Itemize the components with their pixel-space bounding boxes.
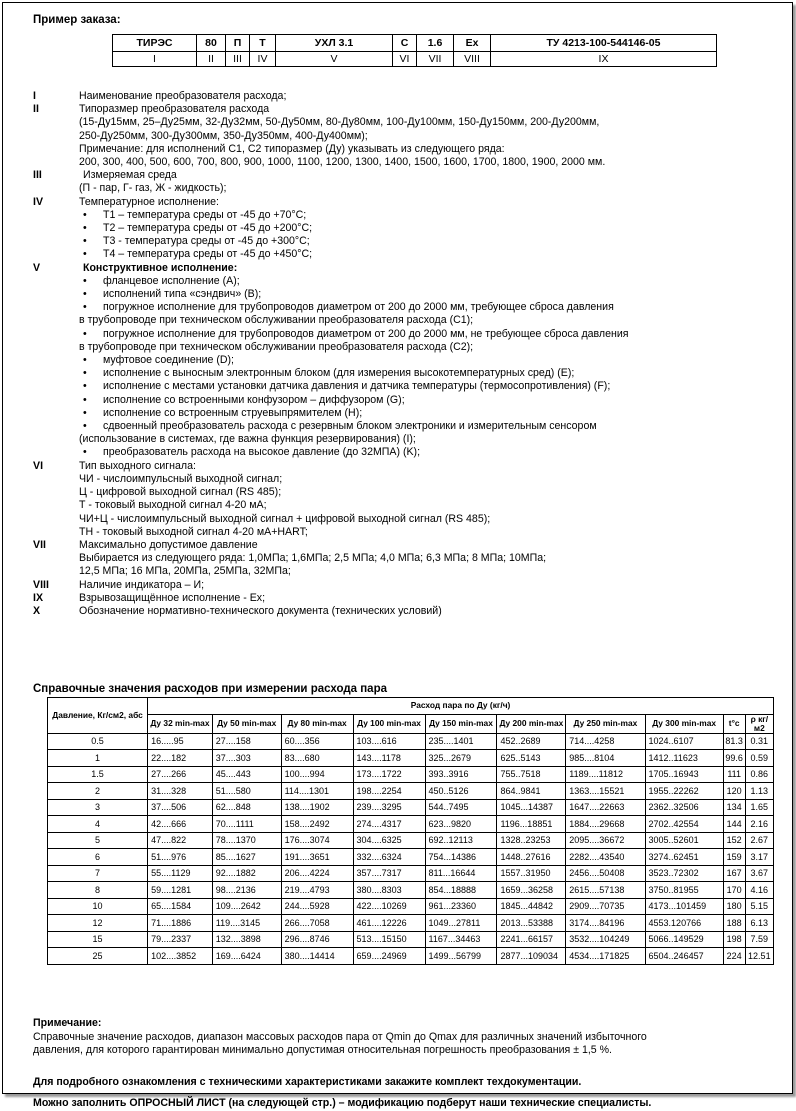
section-ix xyxy=(33,592,778,605)
section-line: Максимально допустимое давление xyxy=(79,538,258,551)
value-cell: 6.13 xyxy=(745,915,773,932)
table-row xyxy=(48,882,774,899)
value-cell: 2282....43540 xyxy=(566,849,645,866)
value-cell: 62....848 xyxy=(212,799,281,816)
value-cell: 2877...109034 xyxy=(497,948,566,965)
value-cell: 138....1902 xyxy=(281,799,353,816)
value-cell: 1659...36258 xyxy=(497,882,566,899)
value-cell: 92....1882 xyxy=(212,865,281,882)
section-line: ЧИ - числоимпульсный выходной сигнал; xyxy=(79,472,283,485)
value-cell: 274....4317 xyxy=(353,816,425,833)
column-header: Ду 250 min-max xyxy=(566,714,645,733)
section-numeral: IV xyxy=(33,195,44,208)
section-line: Типоразмер преобразователя расхода xyxy=(79,103,270,116)
value-cell: 152 xyxy=(723,832,745,849)
order-code-cell: 1.6 xyxy=(417,35,454,52)
value-cell: 85....1627 xyxy=(212,849,281,866)
column-header: Ду 32 min-max xyxy=(148,714,213,733)
value-cell: 1705..16943 xyxy=(645,766,723,783)
design-bullet: • преобразователь расхода на высокое давление (до 32МПА) (K); xyxy=(79,446,778,459)
section-line: Примечание: для исполнений С1, С2 типоразмер (Ду) указывать из следующего ряда: xyxy=(79,142,505,155)
design-bullet: • исполнение с местами установки датчика давления и датчика температуры (термосопротивления) (F); xyxy=(79,380,778,393)
value-cell: 120 xyxy=(723,783,745,800)
table-row xyxy=(48,849,774,866)
value-cell: 325...2679 xyxy=(425,750,497,767)
value-cell: 544..7495 xyxy=(425,799,497,816)
design-bullet: • исполнений типа «сэндвич» (В); xyxy=(79,288,778,301)
value-cell: 393..3916 xyxy=(425,766,497,783)
value-cell: 55....1129 xyxy=(148,865,213,882)
order-numeral-cell: III xyxy=(226,52,250,67)
value-cell: 452..2689 xyxy=(497,733,566,750)
value-cell: 51....580 xyxy=(212,783,281,800)
value-cell: 3.17 xyxy=(745,849,773,866)
table-row xyxy=(48,783,774,800)
value-cell: 144 xyxy=(723,816,745,833)
table-row xyxy=(48,915,774,932)
value-cell: 692..12113 xyxy=(425,832,497,849)
value-cell: 1.65 xyxy=(745,799,773,816)
value-cell: 3005..52601 xyxy=(645,832,723,849)
steam-table-title: Справочные значения расходов при измерении расхода пара xyxy=(33,683,388,695)
section-line: Тип выходного сигнала: xyxy=(79,459,196,472)
note-line: давления, для которого гарантирован минимально допустимая относительная погрешность преобразования ± 1,5 %. xyxy=(33,1044,612,1057)
value-cell: 235....1401 xyxy=(425,733,497,750)
value-cell: 37....506 xyxy=(148,799,213,816)
order-example-title: Пример заказа: xyxy=(33,14,121,26)
section-x xyxy=(33,605,778,618)
pressure-cell: 25 xyxy=(48,948,148,965)
section-viii xyxy=(33,579,778,592)
value-cell: 961...23360 xyxy=(425,898,497,915)
section-numeral: III xyxy=(33,169,42,182)
value-cell: 380....14414 xyxy=(281,948,353,965)
column-header: Ду 150 min-max xyxy=(425,714,497,733)
pressure-cell: 0.5 xyxy=(48,733,148,750)
section-line: Температурное исполнение: xyxy=(79,195,219,208)
value-cell: 244....5928 xyxy=(281,898,353,915)
section-line: (15-Ду15мм, 25–Ду25мм, 32-Ду32мм, 50-Ду50мм, 80-Ду80мм, 100-Ду100мм, 150-Ду150мм, 200-Ду200мм, xyxy=(79,116,600,129)
value-cell: 206....4224 xyxy=(281,865,353,882)
table-row xyxy=(48,948,774,965)
value-cell: 0.31 xyxy=(745,733,773,750)
header-pressure: Давление, Кг/см2, абс xyxy=(48,698,148,734)
value-cell: 22....182 xyxy=(148,750,213,767)
section-line: Ц - цифровой выходной сигнал (RS 485); xyxy=(79,486,282,499)
value-cell: 79....2337 xyxy=(148,931,213,948)
value-cell: 42....666 xyxy=(148,816,213,833)
table-row xyxy=(48,865,774,882)
value-cell: 51....976 xyxy=(148,849,213,866)
section-line: Обозначение нормативно-технического документа (технических условий) xyxy=(79,604,442,617)
footer-line-1: Для подробного ознакомления с техническими характеристиками закажите комплект техдокументации. xyxy=(33,1075,582,1088)
value-cell: 1499...56799 xyxy=(425,948,497,965)
bullet-item: • Т2 – температура среды от -45 до +200°С; xyxy=(79,222,778,235)
value-cell: 2909....70735 xyxy=(566,898,645,915)
value-cell: 158....2492 xyxy=(281,816,353,833)
value-cell: 1412..11623 xyxy=(645,750,723,767)
value-cell: 169....6424 xyxy=(212,948,281,965)
pressure-cell: 8 xyxy=(48,882,148,899)
design-bullet: • погружное исполнение для трубопроводов диаметром от 200 до 2000 мм, не требующее сброса давления xyxy=(79,328,778,341)
value-cell: 754...14386 xyxy=(425,849,497,866)
section-line: Выбирается из следующего ряда: 1,0МПа; 1,6МПа; 2,5 МПа; 4,0 МПа; 6,3 МПа; 8 МПа; 10МПа; xyxy=(79,552,547,565)
value-cell: 47....822 xyxy=(148,832,213,849)
value-cell: 2615....57138 xyxy=(566,882,645,899)
value-cell: 1955..22262 xyxy=(645,783,723,800)
section-line: Наименование преобразователя расхода; xyxy=(79,90,287,102)
value-cell: 1884....29668 xyxy=(566,816,645,833)
value-cell: 854...18888 xyxy=(425,882,497,899)
footer-line-2: Можно заполнить ОПРОСНЫЙ ЛИСТ (на следующей стр.) – модификацию подберут наши технические специалисты. xyxy=(33,1097,652,1110)
value-cell: 16.....95 xyxy=(148,733,213,750)
value-cell: 714....4258 xyxy=(566,733,645,750)
value-cell: 2013...53388 xyxy=(497,915,566,932)
section-line: Измеряемая среда xyxy=(83,169,177,182)
section-line: 200, 300, 400, 500, 600, 700, 800, 900, 1000, 1100, 1200, 1300, 1400, 1500, 1600, 1700, 1800, 1900, 2000 мм. xyxy=(79,156,606,169)
value-cell: 1647....22663 xyxy=(566,799,645,816)
section-line: Конструктивное исполнение: xyxy=(83,261,238,274)
value-cell: 134 xyxy=(723,799,745,816)
pressure-cell: 7 xyxy=(48,865,148,882)
column-header: Ду 300 min-max xyxy=(645,714,723,733)
value-cell: 31....328 xyxy=(148,783,213,800)
value-cell: 119....3145 xyxy=(212,915,281,932)
value-cell: 83....680 xyxy=(281,750,353,767)
value-cell: 625..5143 xyxy=(497,750,566,767)
value-cell: 191....3651 xyxy=(281,849,353,866)
order-numeral-cell: IX xyxy=(491,52,717,67)
note-title: Примечание: xyxy=(33,1017,102,1029)
table-row xyxy=(48,750,774,767)
order-code-cell: ТУ 4213-100-544146-05 xyxy=(491,35,717,52)
table-row xyxy=(48,766,774,783)
value-cell: 81.3 xyxy=(723,733,745,750)
value-cell: 5066..149529 xyxy=(645,931,723,948)
pressure-cell: 6 xyxy=(48,849,148,866)
table-row xyxy=(48,832,774,849)
value-cell: 3.67 xyxy=(745,865,773,882)
value-cell: 59....1281 xyxy=(148,882,213,899)
section-vi xyxy=(33,460,778,539)
value-cell: 3523..72302 xyxy=(645,865,723,882)
table-row xyxy=(48,898,774,915)
section-numeral: V xyxy=(33,261,41,274)
pressure-cell: 12 xyxy=(48,915,148,932)
value-cell: 60....356 xyxy=(281,733,353,750)
value-cell: 70....1111 xyxy=(212,816,281,833)
value-cell: 3532....104249 xyxy=(566,931,645,948)
value-cell: 45....443 xyxy=(212,766,281,783)
pressure-cell: 1 xyxy=(48,750,148,767)
value-cell: 78....1370 xyxy=(212,832,281,849)
value-cell: 4.16 xyxy=(745,882,773,899)
value-cell: 198....2254 xyxy=(353,783,425,800)
value-cell: 1448..27616 xyxy=(497,849,566,866)
value-cell: 296....8746 xyxy=(281,931,353,948)
value-cell: 1557..31950 xyxy=(497,865,566,882)
section-numeral: I xyxy=(33,90,36,102)
value-cell: 65....1584 xyxy=(148,898,213,915)
section-numeral: IX xyxy=(33,591,44,604)
section-vii xyxy=(33,539,778,579)
value-cell: 513....15150 xyxy=(353,931,425,948)
value-cell: 659....24969 xyxy=(353,948,425,965)
section-line: Наличие индикатора – И; xyxy=(79,578,205,591)
section-line: 250-Ду250мм, 300-Ду300мм, 350-Ду350мм, 400-Ду400мм); xyxy=(79,129,368,142)
value-cell: 422....10269 xyxy=(353,898,425,915)
pressure-cell: 4 xyxy=(48,816,148,833)
section-line: ТН - токовый выходной сигнал 4-20 мА+HART; xyxy=(79,525,308,538)
value-cell: 755..7518 xyxy=(497,766,566,783)
order-numeral-cell: VII xyxy=(417,52,454,67)
value-cell: 2362..32506 xyxy=(645,799,723,816)
section-line: Т - токовый выходной сигнал 4-20 мА; xyxy=(79,499,267,512)
order-code-cell: П xyxy=(226,35,250,52)
value-cell: 2.16 xyxy=(745,816,773,833)
design-bullet: • погружное исполнение для трубопроводов диаметром от 200 до 2000 мм, требующее сброса давления xyxy=(79,301,778,314)
order-numeral-cell: VIII xyxy=(454,52,491,67)
steam-flow-table xyxy=(47,697,774,965)
value-cell: 219....4793 xyxy=(281,882,353,899)
section-line: 12,5 МПа; 16 МПа, 20МПа, 25МПа, 32МПа; xyxy=(79,565,291,578)
bullet-item: • Т4 – температура среды от -45 до +450°С; xyxy=(79,248,778,261)
design-bullet: • исполнение с выносным электронным блоком (для измерения высокотемпературных сред) (E); xyxy=(79,367,778,380)
order-code-cell: Ex xyxy=(454,35,491,52)
order-numeral-cell: V xyxy=(276,52,393,67)
value-cell: 198 xyxy=(723,931,745,948)
section-line: ЧИ+Ц - числоимпульсный выходной сигнал + цифровой выходной сигнал (RS 485); xyxy=(79,512,491,525)
column-header: t°c xyxy=(723,714,745,733)
value-cell: 1196...18851 xyxy=(497,816,566,833)
value-cell: 1045...14387 xyxy=(497,799,566,816)
column-header: Ду 80 min-max xyxy=(281,714,353,733)
value-cell: 5.15 xyxy=(745,898,773,915)
order-code-cell: ТИРЭС xyxy=(113,35,197,52)
column-header: Ду 100 min-max xyxy=(353,714,425,733)
value-cell: 159 xyxy=(723,849,745,866)
value-cell: 27....266 xyxy=(148,766,213,783)
section-line: Взрывозащищённое исполнение - Ex; xyxy=(79,591,266,604)
section-numeral: X xyxy=(33,604,41,617)
table-row xyxy=(48,931,774,948)
value-cell: 380....8303 xyxy=(353,882,425,899)
value-cell: 132....3898 xyxy=(212,931,281,948)
note-line: Справочные значение расходов, диапазон массовых расходов пара от Qmin до Qmax для различных значений избыточного xyxy=(33,1030,647,1043)
column-header: Ду 50 min-max xyxy=(212,714,281,733)
design-bullet-cont: (использование в системах, где важна функция резервирования) (I); xyxy=(79,433,416,446)
value-cell: 2.67 xyxy=(745,832,773,849)
pressure-cell: 2 xyxy=(48,783,148,800)
value-cell: 176....3074 xyxy=(281,832,353,849)
table-row xyxy=(48,799,774,816)
table-row xyxy=(48,816,774,833)
value-cell: 109....2642 xyxy=(212,898,281,915)
value-cell: 623...9820 xyxy=(425,816,497,833)
value-cell: 332....6324 xyxy=(353,849,425,866)
value-cell: 1049...27811 xyxy=(425,915,497,932)
value-cell: 864..9841 xyxy=(497,783,566,800)
order-code-cell: УХЛ 3.1 xyxy=(276,35,393,52)
design-bullet: • фланцевое исполнение (А); xyxy=(79,275,778,288)
value-cell: 2095....36672 xyxy=(566,832,645,849)
column-header: ρ кг/м2 xyxy=(745,714,773,733)
value-cell: 1167...34463 xyxy=(425,931,497,948)
value-cell: 239....3295 xyxy=(353,799,425,816)
design-bullet: • сдвоенный преобразователь расхода с резервным блоком электроники и измерительным сенсором xyxy=(79,420,778,433)
value-cell: 450..5126 xyxy=(425,783,497,800)
design-bullet-cont: в трубопроводе при техническом обслуживании преобразователя расхода (С1); xyxy=(79,314,474,327)
value-cell: 167 xyxy=(723,865,745,882)
section-iii xyxy=(33,169,778,195)
value-cell: 6504..246457 xyxy=(645,948,723,965)
column-header: Ду 200 min-max xyxy=(497,714,566,733)
value-cell: 1328..23253 xyxy=(497,832,566,849)
value-cell: 0.86 xyxy=(745,766,773,783)
value-cell: 143....1178 xyxy=(353,750,425,767)
value-cell: 304....6325 xyxy=(353,832,425,849)
table-row xyxy=(48,733,774,750)
header-flow: Расход пара по Ду (кг/ч) xyxy=(148,698,774,715)
value-cell: 7.59 xyxy=(745,931,773,948)
value-cell: 180 xyxy=(723,898,745,915)
section-numeral: VIII xyxy=(33,578,49,591)
value-cell: 71....1886 xyxy=(148,915,213,932)
section-ii xyxy=(33,103,778,169)
value-cell: 1363....15521 xyxy=(566,783,645,800)
order-code-cell: С xyxy=(393,35,417,52)
order-numeral-cell: I xyxy=(113,52,197,67)
pressure-cell: 1.5 xyxy=(48,766,148,783)
value-cell: 357....7317 xyxy=(353,865,425,882)
order-explanations xyxy=(33,90,778,618)
design-bullet-cont: в трубопроводе при техническом обслуживании преобразователя расхода (С2); xyxy=(79,340,474,353)
value-cell: 1024..6107 xyxy=(645,733,723,750)
value-cell: 2456....50408 xyxy=(566,865,645,882)
value-cell: 3750..81955 xyxy=(645,882,723,899)
pressure-cell: 10 xyxy=(48,898,148,915)
value-cell: 99.6 xyxy=(723,750,745,767)
value-cell: 103....616 xyxy=(353,733,425,750)
value-cell: 266....7058 xyxy=(281,915,353,932)
value-cell: 811...16644 xyxy=(425,865,497,882)
value-cell: 37....303 xyxy=(212,750,281,767)
value-cell: 4173...101459 xyxy=(645,898,723,915)
order-code-cell: 80 xyxy=(197,35,226,52)
value-cell: 1.13 xyxy=(745,783,773,800)
design-bullet: • муфтовое соединение (D); xyxy=(79,354,778,367)
section-i xyxy=(33,90,778,103)
value-cell: 461....12226 xyxy=(353,915,425,932)
design-bullet: • исполнение со встроенным струевыпрямителем (H); xyxy=(79,407,778,420)
value-cell: 985....8104 xyxy=(566,750,645,767)
section-numeral: VII xyxy=(33,538,46,551)
order-code-cell: Т xyxy=(250,35,276,52)
value-cell: 3274..62451 xyxy=(645,849,723,866)
value-cell: 3174....84196 xyxy=(566,915,645,932)
value-cell: 4553.120766 xyxy=(645,915,723,932)
order-numeral-cell: VI xyxy=(393,52,417,67)
value-cell: 1845...44842 xyxy=(497,898,566,915)
value-cell: 224 xyxy=(723,948,745,965)
value-cell: 100....994 xyxy=(281,766,353,783)
value-cell: 102....3852 xyxy=(148,948,213,965)
section-numeral: II xyxy=(33,103,39,116)
section-numeral: VI xyxy=(33,459,44,472)
value-cell: 111 xyxy=(723,766,745,783)
section-v xyxy=(33,262,778,275)
order-numeral-cell: IV xyxy=(250,52,276,67)
value-cell: 188 xyxy=(723,915,745,932)
order-numeral-cell: II xyxy=(197,52,226,67)
bullet-item: • Т3 - температура среды от -45 до +300°С; xyxy=(79,235,778,248)
value-cell: 2241...66157 xyxy=(497,931,566,948)
order-example-table xyxy=(112,34,717,67)
value-cell: 2702..42554 xyxy=(645,816,723,833)
pressure-cell: 3 xyxy=(48,799,148,816)
value-cell: 170 xyxy=(723,882,745,899)
section-iv xyxy=(33,196,778,262)
value-cell: 0.59 xyxy=(745,750,773,767)
value-cell: 4534....171825 xyxy=(566,948,645,965)
value-cell: 1189....11812 xyxy=(566,766,645,783)
pressure-cell: 5 xyxy=(48,832,148,849)
pressure-cell: 15 xyxy=(48,931,148,948)
value-cell: 12.51 xyxy=(745,948,773,965)
bullet-item: • Т1 – температура среды от -45 до +70°С; xyxy=(79,209,778,222)
value-cell: 173....1722 xyxy=(353,766,425,783)
design-bullet: • исполнение со встроенными конфузором – диффузором (G); xyxy=(79,394,778,407)
section-line: (П - пар, Г- газ, Ж - жидкость); xyxy=(79,182,227,195)
value-cell: 114....1301 xyxy=(281,783,353,800)
value-cell: 27....158 xyxy=(212,733,281,750)
value-cell: 98....2136 xyxy=(212,882,281,899)
